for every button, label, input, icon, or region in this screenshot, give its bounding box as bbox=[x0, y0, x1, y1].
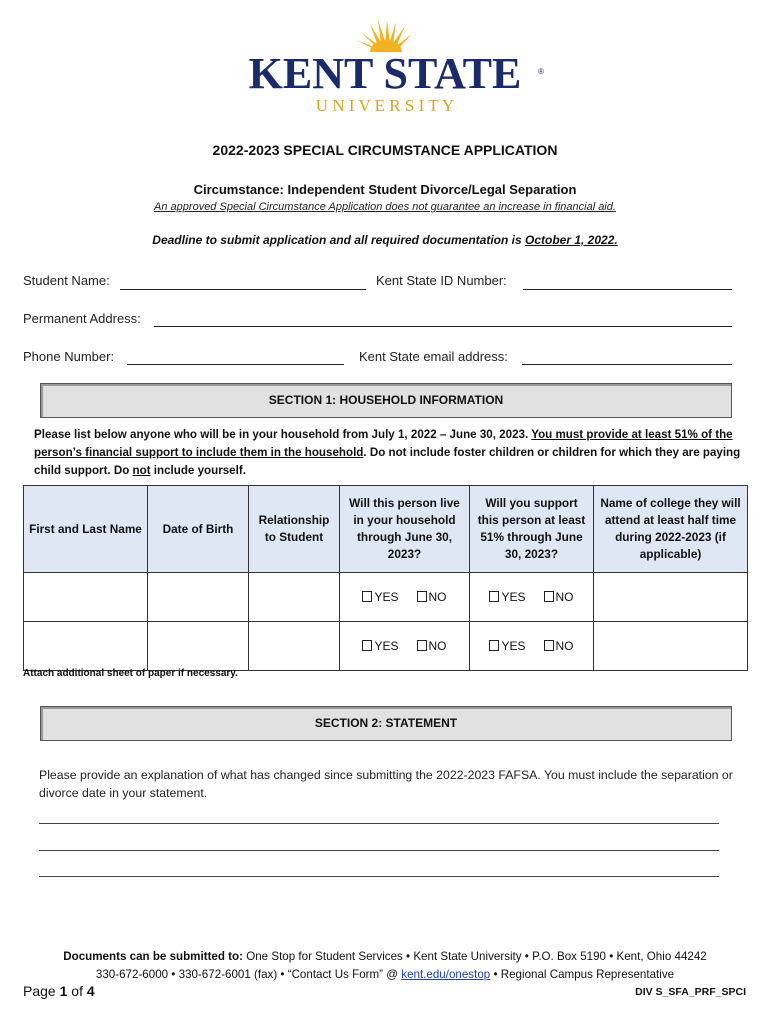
footer bbox=[0, 948, 770, 984]
college-cell[interactable] bbox=[594, 573, 748, 622]
name-cell[interactable] bbox=[24, 622, 148, 671]
no-label: NO bbox=[428, 590, 447, 604]
deadline-date: October 1, 2022. bbox=[525, 233, 618, 247]
statement-line[interactable] bbox=[39, 876, 719, 877]
table-header-row bbox=[24, 486, 748, 573]
yes-option[interactable] bbox=[489, 639, 525, 653]
checkbox-icon[interactable] bbox=[489, 640, 499, 651]
no-option[interactable] bbox=[544, 639, 574, 653]
no-label: NO bbox=[428, 639, 447, 653]
col-header-dob: Date of Birth bbox=[148, 486, 249, 573]
attach-note: Attach additional sheet of paper if necessary. bbox=[23, 668, 238, 679]
instructions-text-a: Please list below anyone who will be in your household from July 1, 2022 – June 30, 2023. bbox=[34, 428, 532, 441]
student-name-label: Student Name: bbox=[23, 273, 110, 288]
dob-cell[interactable] bbox=[148, 622, 249, 671]
section2-title: SECTION 2: STATEMENT bbox=[314, 716, 458, 730]
page-of: of bbox=[67, 983, 87, 999]
relationship-cell[interactable] bbox=[249, 573, 340, 622]
section1-title: SECTION 1: HOUSEHOLD INFORMATION bbox=[268, 393, 504, 407]
yes-label: YES bbox=[501, 639, 526, 653]
col-header-name: First and Last Name bbox=[24, 486, 148, 573]
footer-line-2 bbox=[0, 966, 770, 984]
instructions-text-d: not bbox=[132, 464, 151, 477]
instructions-text-c: . Do not include foster children or children for which they are paying child support. Do bbox=[34, 446, 741, 477]
no-option[interactable] bbox=[417, 639, 447, 653]
no-label: NO bbox=[555, 590, 574, 604]
kent-id-label: Kent State ID Number: bbox=[376, 273, 507, 288]
instructions-text-e: include yourself. bbox=[150, 464, 246, 477]
no-label: NO bbox=[555, 639, 574, 653]
col-header-live-in-household: Will this person live in your household through June 30, 2023? bbox=[340, 486, 470, 573]
footer-regional: • Regional Campus Representative bbox=[490, 968, 675, 981]
checkbox-icon[interactable] bbox=[417, 640, 427, 651]
statement-prompt: Please provide an explanation of what has changed since submitting the 2022-2023 FAFSA. You must include the separation or divorce date in your statement. bbox=[39, 768, 733, 800]
student-name-field[interactable] bbox=[120, 289, 366, 290]
page-title: 2022-2023 SPECIAL CIRCUMSTANCE APPLICATION bbox=[212, 142, 558, 158]
yes-option[interactable] bbox=[362, 639, 398, 653]
yes-label: YES bbox=[374, 590, 399, 604]
footer-lead: Documents can be submitted to: bbox=[63, 950, 243, 963]
yes-label: YES bbox=[501, 590, 526, 604]
support-cell bbox=[470, 573, 594, 622]
page-total: 4 bbox=[86, 983, 95, 999]
col-header-support: Will you support this person at least 51% through June 30, 2023? bbox=[470, 486, 594, 573]
live-in-household-cell bbox=[340, 573, 470, 622]
footer-address: One Stop for Student Services • Kent State University • P.O. Box 5190 • Kent, Ohio 44242 bbox=[243, 950, 707, 963]
yes-option[interactable] bbox=[362, 590, 398, 604]
col-header-college: Name of college they will attend at least half time during 2022-2023 (if applicable) bbox=[594, 486, 748, 573]
disclaimer: An approved Special Circumstance Application does not guarantee an increase in financial aid. bbox=[154, 201, 616, 213]
form-code: DIV S_SFA_PRF_SPCI bbox=[635, 986, 746, 998]
yes-option[interactable] bbox=[489, 590, 525, 604]
support-cell bbox=[470, 622, 594, 671]
kent-state-logo bbox=[220, 18, 550, 118]
checkbox-icon[interactable] bbox=[362, 591, 372, 602]
checkbox-icon[interactable] bbox=[544, 640, 554, 651]
table-row bbox=[24, 622, 748, 671]
dob-cell[interactable] bbox=[148, 573, 249, 622]
email-field[interactable] bbox=[522, 364, 732, 365]
checkbox-icon[interactable] bbox=[362, 640, 372, 651]
section1-instructions bbox=[34, 426, 750, 480]
logo-subtitle: U N I V E R S I T Y bbox=[315, 96, 455, 115]
onestop-link[interactable]: kent.edu/onestop bbox=[401, 968, 491, 981]
sunburst-icon bbox=[356, 20, 412, 52]
phone-field[interactable] bbox=[127, 364, 344, 365]
checkbox-icon[interactable] bbox=[544, 591, 554, 602]
page-current: 1 bbox=[59, 983, 68, 999]
checkbox-icon[interactable] bbox=[489, 591, 499, 602]
no-option[interactable] bbox=[417, 590, 447, 604]
statement-line[interactable] bbox=[39, 850, 719, 851]
address-field[interactable] bbox=[154, 326, 732, 327]
kent-state-logo-graphic bbox=[220, 18, 550, 118]
logo-wordmark: KENT STATE bbox=[248, 49, 522, 98]
page-number bbox=[23, 983, 95, 999]
footer-contact: 330-672-6000 • 330-672-6001 (fax) • “Contact Us Form” @ bbox=[95, 968, 402, 981]
circumstance-line: Circumstance: Independent Student Divorce/Legal Separation bbox=[193, 182, 577, 197]
section2-header bbox=[40, 706, 732, 741]
live-in-household-cell bbox=[340, 622, 470, 671]
relationship-cell[interactable] bbox=[249, 622, 340, 671]
deadline-note bbox=[0, 233, 770, 247]
table-row bbox=[24, 573, 748, 622]
household-table bbox=[23, 485, 748, 671]
page-prefix: Page bbox=[23, 983, 60, 999]
kent-id-field[interactable] bbox=[523, 289, 732, 290]
email-label: Kent State email address: bbox=[359, 349, 508, 364]
checkbox-icon[interactable] bbox=[417, 591, 427, 602]
section1-header bbox=[40, 383, 732, 418]
no-option[interactable] bbox=[544, 590, 574, 604]
registered-mark: ® bbox=[538, 67, 544, 76]
statement-line[interactable] bbox=[39, 823, 719, 824]
address-label: Permanent Address: bbox=[23, 311, 141, 326]
deadline-text: Deadline to submit application and all required documentation is bbox=[152, 233, 525, 247]
footer-line-1 bbox=[0, 948, 770, 966]
col-header-relationship: Relationship to Student bbox=[249, 486, 340, 573]
name-cell[interactable] bbox=[24, 573, 148, 622]
college-cell[interactable] bbox=[594, 622, 748, 671]
yes-label: YES bbox=[374, 639, 399, 653]
phone-label: Phone Number: bbox=[23, 349, 115, 364]
instructions-text-b: You must provide at least 51% of the person’s financial support to include them in the household bbox=[34, 428, 733, 459]
